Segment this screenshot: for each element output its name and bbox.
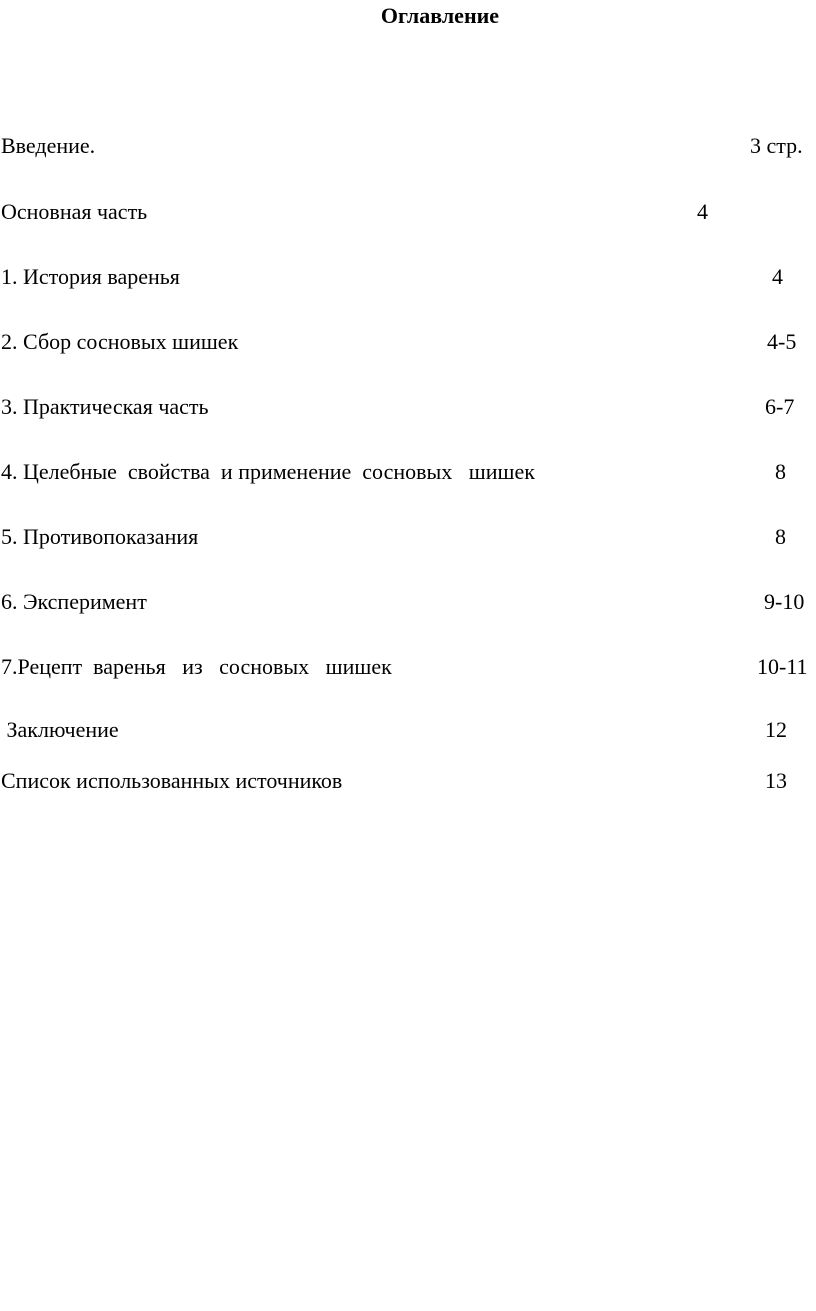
toc-entry-contraindications [0, 522, 816, 552]
toc-entry-page: 8 [775, 524, 786, 549]
toc-entry-page: 10-11 [757, 654, 808, 679]
toc-entry-page: 4 [697, 199, 708, 224]
toc-entry-page: 3 стр. [750, 133, 803, 158]
toc-entry-cone-collection [0, 327, 816, 357]
toc-entry-title: 3. Практическая часть [1, 394, 209, 419]
toc-entry-title: 4. Целебные свойства и применение сосновых шишек [1, 459, 535, 484]
toc-entry-page: 4-5 [767, 329, 797, 354]
toc-entry-title: 2. Сбор сосновых шишек [1, 329, 239, 354]
toc-entry-jam-history [0, 262, 816, 292]
toc-entry-title: Основная часть [1, 199, 148, 224]
toc-entry-page: 12 [765, 717, 787, 742]
toc-entry-page: 4 [772, 264, 783, 289]
toc-entry-title: 7.Рецепт варенья из сосновых шишек [1, 654, 392, 679]
page-title: Оглавление [380, 3, 500, 28]
toc-entry-introduction [0, 131, 816, 161]
toc-entry-references [0, 766, 816, 796]
toc-entry-page: 13 [765, 768, 787, 793]
toc-entry-page: 8 [775, 459, 786, 484]
toc-entry-title: Заключение [1, 717, 119, 742]
toc-entry-title: 5. Противопоказания [1, 524, 199, 549]
toc-entry-practical-part [0, 392, 816, 422]
toc-entry-title: Список использованных источников [1, 768, 343, 793]
toc-entry-page: 9-10 [764, 589, 805, 614]
toc-entry-healing-properties [0, 457, 816, 487]
toc-entry-main-part [0, 197, 816, 227]
toc-entry-page: 6-7 [765, 394, 795, 419]
toc-entry-experiment [0, 587, 816, 617]
toc-entry-conclusion [0, 715, 816, 745]
toc-entry-title: 1. История варенья [1, 264, 180, 289]
toc-entry-recipe [0, 652, 816, 682]
toc-entry-title: 6. Эксперимент [1, 589, 147, 614]
toc-entry-title: Введение. [1, 133, 96, 158]
